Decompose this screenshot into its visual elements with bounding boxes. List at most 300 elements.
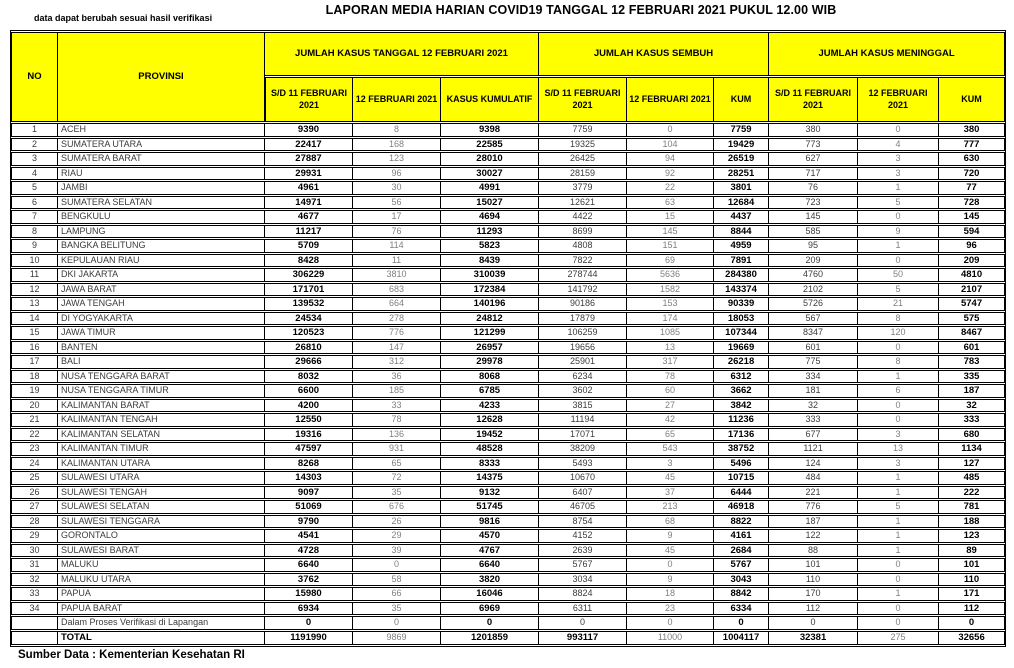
value-cell: 37 xyxy=(627,486,714,500)
row-number: 23 xyxy=(11,442,58,456)
value-cell: 3662 xyxy=(714,384,769,398)
value-cell: 69 xyxy=(627,254,714,268)
value-cell: 26810 xyxy=(265,341,353,355)
value-cell: 101 xyxy=(769,558,858,572)
row-number: 13 xyxy=(11,297,58,311)
value-cell: 38752 xyxy=(714,442,769,456)
value-cell: 42 xyxy=(627,413,714,427)
value-cell: 19325 xyxy=(539,138,627,152)
covid-report-table xyxy=(10,30,1006,647)
value-cell: 6312 xyxy=(714,370,769,384)
value-cell: 25901 xyxy=(539,355,627,369)
value-cell: 171 xyxy=(939,587,1005,601)
value-cell: 334 xyxy=(769,370,858,384)
value-cell: 145 xyxy=(627,225,714,239)
value-cell: 58 xyxy=(353,573,441,587)
province-name: KALIMANTAN BARAT xyxy=(58,399,265,413)
row-number: 22 xyxy=(11,428,58,442)
row-number: 4 xyxy=(11,167,58,181)
value-cell: 0 xyxy=(858,413,939,427)
value-cell: 8032 xyxy=(265,370,353,384)
value-cell: 775 xyxy=(769,355,858,369)
value-cell: 17136 xyxy=(714,428,769,442)
row-number: 6 xyxy=(11,196,58,210)
province-name: BALI xyxy=(58,355,265,369)
value-cell: 3801 xyxy=(714,181,769,195)
value-cell: 9132 xyxy=(441,486,539,500)
value-cell: 14303 xyxy=(265,471,353,485)
sub-header-kasus-sd11: S/D 11 FEBRUARI 2021 xyxy=(265,77,353,122)
value-cell: 677 xyxy=(769,428,858,442)
value-cell: 35 xyxy=(353,602,441,616)
province-name: JAWA BARAT xyxy=(58,283,265,297)
value-cell: 485 xyxy=(939,471,1005,485)
value-cell: 46918 xyxy=(714,500,769,514)
table-row xyxy=(11,210,1005,224)
value-cell: 2639 xyxy=(539,544,627,558)
row-number: 24 xyxy=(11,457,58,471)
value-cell: 5747 xyxy=(939,297,1005,311)
sub-header-sembuh-sd11: S/D 11 FEBRUARI 2021 xyxy=(539,77,627,122)
value-cell: 8333 xyxy=(441,457,539,471)
value-cell: 65 xyxy=(353,457,441,471)
value-cell: 0 xyxy=(353,616,441,630)
row-number xyxy=(11,616,58,630)
value-cell: 1085 xyxy=(627,326,714,340)
value-cell: 8822 xyxy=(714,515,769,529)
value-cell: 5 xyxy=(858,500,939,514)
province-name: SULAWESI BARAT xyxy=(58,544,265,558)
value-cell: 6640 xyxy=(265,558,353,572)
value-cell: 728 xyxy=(939,196,1005,210)
value-cell: 312 xyxy=(353,355,441,369)
row-number: 14 xyxy=(11,312,58,326)
value-cell: 63 xyxy=(627,196,714,210)
value-cell: 543 xyxy=(627,442,714,456)
value-cell: 5767 xyxy=(714,558,769,572)
province-name: KALIMANTAN TENGAH xyxy=(58,413,265,427)
province-name: SUMATERA BARAT xyxy=(58,152,265,166)
value-cell: 104 xyxy=(627,138,714,152)
value-cell: 17879 xyxy=(539,312,627,326)
value-cell: 1134 xyxy=(939,442,1005,456)
value-cell: 22585 xyxy=(441,138,539,152)
verification-note: data dapat berubah sesuai hasil verifikasi xyxy=(34,13,213,23)
table-row xyxy=(11,196,1005,210)
value-cell: 139532 xyxy=(265,297,353,311)
value-cell: 8842 xyxy=(714,587,769,601)
value-cell: 6444 xyxy=(714,486,769,500)
value-cell: 51069 xyxy=(265,500,353,514)
row-number: 7 xyxy=(11,210,58,224)
value-cell: 5 xyxy=(858,196,939,210)
value-cell: 6600 xyxy=(265,384,353,398)
table-row xyxy=(11,457,1005,471)
value-cell: 5636 xyxy=(627,268,714,282)
value-cell: 484 xyxy=(769,471,858,485)
value-cell: 145 xyxy=(939,210,1005,224)
value-cell: 0 xyxy=(939,616,1005,630)
value-cell: 0 xyxy=(858,573,939,587)
province-name: DI YOGYAKARTA xyxy=(58,312,265,326)
value-cell: 601 xyxy=(769,341,858,355)
value-cell: 4422 xyxy=(539,210,627,224)
value-cell: 120523 xyxy=(265,326,353,340)
table-row xyxy=(11,486,1005,500)
value-cell: 1 xyxy=(858,239,939,253)
source-note: Sumber Data : Kementerian Kesehatan RI xyxy=(18,649,245,661)
value-cell: 1 xyxy=(858,587,939,601)
value-cell: 22417 xyxy=(265,138,353,152)
value-cell: 6311 xyxy=(539,602,627,616)
value-cell: 0 xyxy=(627,123,714,137)
value-cell: 209 xyxy=(939,254,1005,268)
value-cell: 106259 xyxy=(539,326,627,340)
table-row xyxy=(11,370,1005,384)
value-cell: 278 xyxy=(353,312,441,326)
value-cell: 181 xyxy=(769,384,858,398)
value-cell: 9790 xyxy=(265,515,353,529)
row-number: 30 xyxy=(11,544,58,558)
value-cell: 380 xyxy=(769,123,858,137)
value-cell: 2102 xyxy=(769,283,858,297)
total-value-cell: 32381 xyxy=(769,631,858,646)
value-cell: 110 xyxy=(769,573,858,587)
value-cell: 4677 xyxy=(265,210,353,224)
value-cell: 222 xyxy=(939,486,1005,500)
value-cell: 3 xyxy=(858,428,939,442)
value-cell: 594 xyxy=(939,225,1005,239)
value-cell: 78 xyxy=(353,413,441,427)
value-cell: 96 xyxy=(353,167,441,181)
value-cell: 110 xyxy=(939,573,1005,587)
value-cell: 8467 xyxy=(939,326,1005,340)
value-cell: 1 xyxy=(858,181,939,195)
value-cell: 1 xyxy=(858,529,939,543)
group-header-sembuh: JUMLAH KASUS SEMBUH xyxy=(539,32,769,76)
value-cell: 6934 xyxy=(265,602,353,616)
value-cell: 4233 xyxy=(441,399,539,413)
value-cell: 24534 xyxy=(265,312,353,326)
sub-header-sembuh-kum: KUM xyxy=(714,77,769,122)
row-number: 25 xyxy=(11,471,58,485)
value-cell: 45 xyxy=(627,471,714,485)
sub-header-meninggal-12feb: 12 FEBRUARI 2021 xyxy=(858,77,939,122)
value-cell: 77 xyxy=(939,181,1005,195)
value-cell: 27887 xyxy=(265,152,353,166)
value-cell: 11293 xyxy=(441,225,539,239)
row-number: 26 xyxy=(11,486,58,500)
value-cell: 12621 xyxy=(539,196,627,210)
value-cell: 0 xyxy=(539,616,627,630)
value-cell: 5767 xyxy=(539,558,627,572)
value-cell: 5496 xyxy=(714,457,769,471)
value-cell: 773 xyxy=(769,138,858,152)
group-header-kasus: JUMLAH KASUS TANGGAL 12 FEBRUARI 2021 xyxy=(265,32,539,76)
value-cell: 278744 xyxy=(539,268,627,282)
province-name: JAMBI xyxy=(58,181,265,195)
value-cell: 0 xyxy=(353,558,441,572)
table-row xyxy=(11,355,1005,369)
value-cell: 153 xyxy=(627,297,714,311)
value-cell: 601 xyxy=(939,341,1005,355)
table-row xyxy=(11,254,1005,268)
value-cell: 4200 xyxy=(265,399,353,413)
table-row xyxy=(11,268,1005,282)
value-cell: 221 xyxy=(769,486,858,500)
value-cell: 0 xyxy=(858,602,939,616)
table-header xyxy=(11,32,1005,122)
row-number: 28 xyxy=(11,515,58,529)
value-cell: 0 xyxy=(714,616,769,630)
value-cell: 9 xyxy=(627,573,714,587)
value-cell: 585 xyxy=(769,225,858,239)
value-cell: 4541 xyxy=(265,529,353,543)
value-cell: 32 xyxy=(939,399,1005,413)
value-cell: 3820 xyxy=(441,573,539,587)
value-cell: 112 xyxy=(939,602,1005,616)
value-cell: 380 xyxy=(939,123,1005,137)
province-name: JAWA TIMUR xyxy=(58,326,265,340)
table-row xyxy=(11,500,1005,514)
value-cell: 120 xyxy=(858,326,939,340)
value-cell: 19452 xyxy=(441,428,539,442)
table-row xyxy=(11,239,1005,253)
province-name: KALIMANTAN UTARA xyxy=(58,457,265,471)
value-cell: 15 xyxy=(627,210,714,224)
row-number: 1 xyxy=(11,123,58,137)
table-row xyxy=(11,341,1005,355)
total-value-cell: 11000 xyxy=(627,631,714,646)
province-name: SUMATERA UTARA xyxy=(58,138,265,152)
value-cell: 27 xyxy=(627,399,714,413)
value-cell: 9398 xyxy=(441,123,539,137)
province-name: NUSA TENGGARA TIMUR xyxy=(58,384,265,398)
total-row xyxy=(11,631,1005,646)
table-row xyxy=(11,297,1005,311)
value-cell: 121299 xyxy=(441,326,539,340)
value-cell: 143374 xyxy=(714,283,769,297)
table-row xyxy=(11,152,1005,166)
table-row xyxy=(11,602,1005,616)
value-cell: 0 xyxy=(858,210,939,224)
value-cell: 3602 xyxy=(539,384,627,398)
value-cell: 76 xyxy=(353,225,441,239)
value-cell: 2684 xyxy=(714,544,769,558)
value-cell: 19316 xyxy=(265,428,353,442)
table-row xyxy=(11,515,1005,529)
table-row xyxy=(11,123,1005,137)
value-cell: 680 xyxy=(939,428,1005,442)
value-cell: 3 xyxy=(858,152,939,166)
value-cell: 8699 xyxy=(539,225,627,239)
value-cell: 8068 xyxy=(441,370,539,384)
value-cell: 777 xyxy=(939,138,1005,152)
value-cell: 9 xyxy=(858,225,939,239)
value-cell: 10715 xyxy=(714,471,769,485)
value-cell: 723 xyxy=(769,196,858,210)
value-cell: 24812 xyxy=(441,312,539,326)
value-cell: 171701 xyxy=(265,283,353,297)
value-cell: 19656 xyxy=(539,341,627,355)
value-cell: 3 xyxy=(858,457,939,471)
sub-header-kasus-12feb: 12 FEBRUARI 2021 xyxy=(353,77,441,122)
province-name: LAMPUNG xyxy=(58,225,265,239)
table-row xyxy=(11,384,1005,398)
total-value-cell: 32656 xyxy=(939,631,1005,646)
total-label: TOTAL xyxy=(58,631,265,646)
value-cell: 96 xyxy=(939,239,1005,253)
province-name: DKI JAKARTA xyxy=(58,268,265,282)
value-cell: 4152 xyxy=(539,529,627,543)
value-cell: 92 xyxy=(627,167,714,181)
province-name: KEPULAUAN RIAU xyxy=(58,254,265,268)
table-row xyxy=(11,544,1005,558)
value-cell: 3762 xyxy=(265,573,353,587)
value-cell: 683 xyxy=(353,283,441,297)
value-cell: 28159 xyxy=(539,167,627,181)
value-cell: 140196 xyxy=(441,297,539,311)
value-cell: 8428 xyxy=(265,254,353,268)
value-cell: 76 xyxy=(769,181,858,195)
value-cell: 209 xyxy=(769,254,858,268)
row-number: 32 xyxy=(11,573,58,587)
value-cell: 15980 xyxy=(265,587,353,601)
value-cell: 664 xyxy=(353,297,441,311)
row-number xyxy=(11,631,58,646)
table-row xyxy=(11,558,1005,572)
value-cell: 317 xyxy=(627,355,714,369)
value-cell: 335 xyxy=(939,370,1005,384)
value-cell: 4728 xyxy=(265,544,353,558)
value-cell: 630 xyxy=(939,152,1005,166)
value-cell: 6407 xyxy=(539,486,627,500)
value-cell: 3779 xyxy=(539,181,627,195)
total-value-cell: 1004117 xyxy=(714,631,769,646)
value-cell: 1 xyxy=(858,544,939,558)
value-cell: 30 xyxy=(353,181,441,195)
value-cell: 17 xyxy=(353,210,441,224)
province-name: SUMATERA SELATAN xyxy=(58,196,265,210)
row-number: 29 xyxy=(11,529,58,543)
value-cell: 1121 xyxy=(769,442,858,456)
value-cell: 168 xyxy=(353,138,441,152)
province-name: PAPUA BARAT xyxy=(58,602,265,616)
value-cell: 26218 xyxy=(714,355,769,369)
value-cell: 50 xyxy=(858,268,939,282)
value-cell: 18 xyxy=(627,587,714,601)
value-cell: 13 xyxy=(858,442,939,456)
value-cell: 15027 xyxy=(441,196,539,210)
value-cell: 23 xyxy=(627,602,714,616)
value-cell: 4437 xyxy=(714,210,769,224)
row-number: 33 xyxy=(11,587,58,601)
value-cell: 136 xyxy=(353,428,441,442)
value-cell: 94 xyxy=(627,152,714,166)
value-cell: 28251 xyxy=(714,167,769,181)
province-name: SULAWESI SELATAN xyxy=(58,500,265,514)
value-cell: 776 xyxy=(353,326,441,340)
table-row xyxy=(11,312,1005,326)
value-cell: 783 xyxy=(939,355,1005,369)
table-row xyxy=(11,225,1005,239)
value-cell: 6234 xyxy=(539,370,627,384)
value-cell: 60 xyxy=(627,384,714,398)
value-cell: 213 xyxy=(627,500,714,514)
value-cell: 1 xyxy=(858,515,939,529)
row-number: 20 xyxy=(11,399,58,413)
value-cell: 22 xyxy=(627,181,714,195)
value-cell: 45 xyxy=(627,544,714,558)
value-cell: 9 xyxy=(627,529,714,543)
value-cell: 35 xyxy=(353,486,441,500)
table-row xyxy=(11,326,1005,340)
value-cell: 147 xyxy=(353,341,441,355)
value-cell: 123 xyxy=(939,529,1005,543)
value-cell: 6640 xyxy=(441,558,539,572)
sub-header-meninggal-sd11: S/D 11 FEBRUARI 2021 xyxy=(769,77,858,122)
value-cell: 88 xyxy=(769,544,858,558)
row-number: 17 xyxy=(11,355,58,369)
value-cell: 16046 xyxy=(441,587,539,601)
value-cell: 7759 xyxy=(539,123,627,137)
value-cell: 90186 xyxy=(539,297,627,311)
value-cell: 3815 xyxy=(539,399,627,413)
value-cell: 11 xyxy=(353,254,441,268)
value-cell: 9816 xyxy=(441,515,539,529)
value-cell: 26 xyxy=(353,515,441,529)
value-cell: 310039 xyxy=(441,268,539,282)
value-cell: 68 xyxy=(627,515,714,529)
value-cell: 8347 xyxy=(769,326,858,340)
table-row xyxy=(11,442,1005,456)
value-cell: 36 xyxy=(353,370,441,384)
total-value-cell: 275 xyxy=(858,631,939,646)
value-cell: 0 xyxy=(858,616,939,630)
value-cell: 717 xyxy=(769,167,858,181)
province-name: JAWA TENGAH xyxy=(58,297,265,311)
value-cell: 0 xyxy=(858,399,939,413)
value-cell: 107344 xyxy=(714,326,769,340)
row-number: 19 xyxy=(11,384,58,398)
value-cell: 5 xyxy=(858,283,939,297)
table-row xyxy=(11,573,1005,587)
value-cell: 11217 xyxy=(265,225,353,239)
table-row xyxy=(11,471,1005,485)
value-cell: 0 xyxy=(627,616,714,630)
value-cell: 3 xyxy=(858,167,939,181)
value-cell: 21 xyxy=(858,297,939,311)
value-cell: 8824 xyxy=(539,587,627,601)
value-cell: 4570 xyxy=(441,529,539,543)
value-cell: 26519 xyxy=(714,152,769,166)
value-cell: 172384 xyxy=(441,283,539,297)
value-cell: 8754 xyxy=(539,515,627,529)
row-number: 16 xyxy=(11,341,58,355)
value-cell: 3 xyxy=(627,457,714,471)
row-number: 11 xyxy=(11,268,58,282)
value-cell: 575 xyxy=(939,312,1005,326)
value-cell: 19429 xyxy=(714,138,769,152)
value-cell: 4961 xyxy=(265,181,353,195)
value-cell: 10670 xyxy=(539,471,627,485)
value-cell: 6969 xyxy=(441,602,539,616)
table-row xyxy=(11,181,1005,195)
value-cell: 4991 xyxy=(441,181,539,195)
value-cell: 51745 xyxy=(441,500,539,514)
value-cell: 188 xyxy=(939,515,1005,529)
row-number: 21 xyxy=(11,413,58,427)
